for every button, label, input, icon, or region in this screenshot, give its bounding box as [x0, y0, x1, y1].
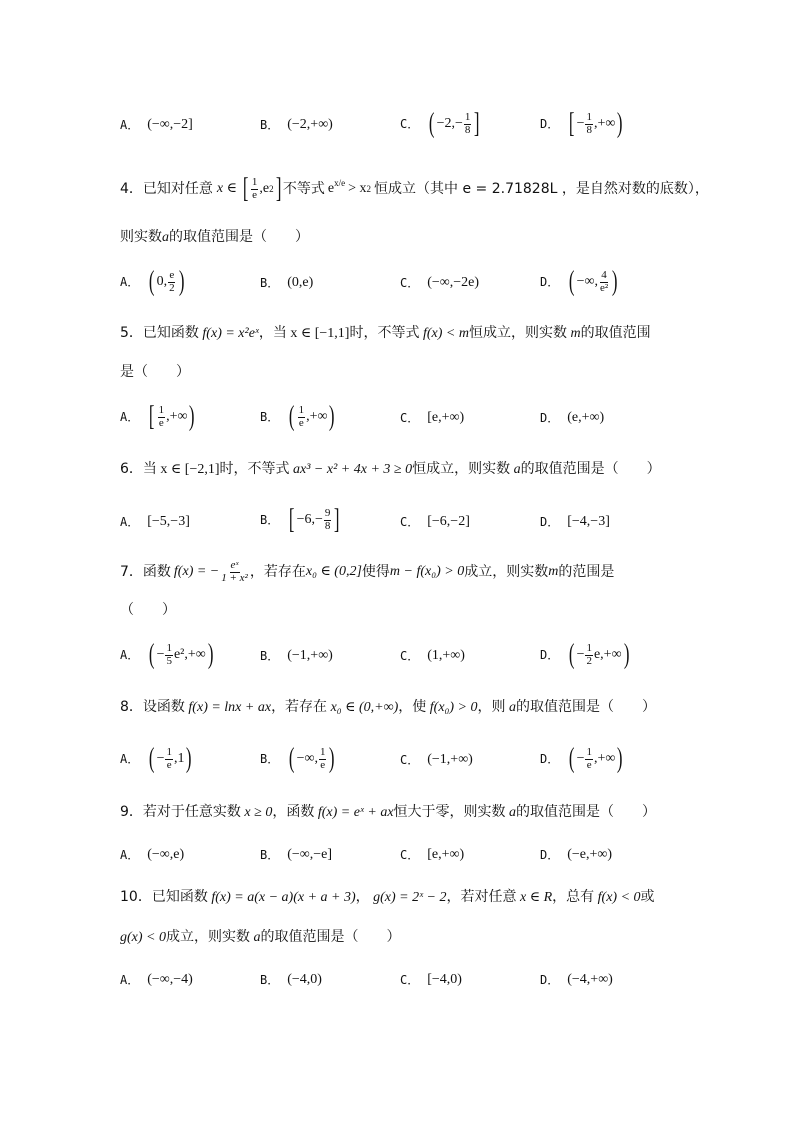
q9-stem: 9．若对于任意实数 x ≥ 0，函数 f(x) = eˣ + ax恒大于零，则实数 a的取值范围是（ ）	[120, 804, 657, 820]
fraction: $\frac{1}{e}$	[319, 745, 326, 771]
q6-option-c[interactable]: C． [−6,−2]	[400, 514, 470, 529]
q4-stem-line2: 则实数a的取值范围是（ ）	[120, 229, 309, 245]
fraction: $\frac{1}{2}$	[586, 641, 592, 667]
fraction: $\frac{9}{8}$	[324, 506, 331, 532]
q8-option-c[interactable]: C． (−1,+∞)	[400, 752, 473, 767]
q5-option-a[interactable]: A． [ $\frac{1}{e}$ ,+∞ )	[120, 401, 195, 432]
q10-stem-line2: g(x) < 0成立，则实数 a的取值范围是（ ）	[120, 929, 401, 945]
q9-option-a[interactable]: A． (−∞,e)	[120, 847, 185, 862]
q3-option-a[interactable]: A． (−∞,−2]	[120, 117, 193, 132]
q6-option-d[interactable]: D． [−4,−3]	[540, 514, 610, 529]
q8-stem: 8．设函数 f(x) = lnx + ax，若存在 x₀ ∈ (0,+∞)，使 f(x₀) > 0，则 a的取值范围是（ ）	[120, 699, 657, 715]
fraction: $\frac{4}{\text{e²}}$	[599, 268, 609, 294]
q3-option-c[interactable]: C． ( −2,− $\frac{1}{8}$ ]	[400, 108, 480, 139]
fraction: $\frac{1}{e}$	[586, 745, 592, 771]
fraction: $\frac{1}{e}$	[158, 403, 165, 429]
q10-option-a[interactable]: A． (−∞,−4)	[120, 972, 193, 987]
q8-option-b[interactable]: B． ( −∞, $\frac{1}{e}$ )	[260, 743, 335, 774]
q9-option-c[interactable]: C． [e,+∞)	[400, 847, 465, 862]
q10-option-c[interactable]: C． [−4,0)	[400, 972, 462, 987]
q3-option-d[interactable]: D． [ − $\frac{1}{8}$ ,+∞ )	[540, 108, 623, 139]
fraction: $\frac{1}{8}$	[464, 110, 471, 136]
q4-stem: 4． 已知对任意 x ∈ [ $\frac{1}{e}$ ,e 2 ] 不等式 e $^{x/e}$ > x 2 恒成立（其中 e = 2.71828L ，是自然对数的底数），	[120, 173, 709, 204]
q5-option-c[interactable]: C． [e,+∞)	[400, 410, 465, 425]
fraction: $\frac{1}{8}$	[586, 110, 592, 136]
fraction: $\frac{1}{5}$	[166, 641, 172, 667]
q7-stem: 7． 函数 f(x) = − $\frac{\text{eˣ}}{\text{1 + x²}}$ ，若存在 x₀ ∈ (0,2] 使得 m − f(x₀) > 0 成立，则实数 m 的范围是	[120, 559, 615, 584]
q4-option-c[interactable]: C． (−∞,−2e)	[400, 275, 480, 290]
fraction: $\frac{\text{eˣ}}{\text{1 + x²}}$	[221, 559, 248, 584]
q7-option-d[interactable]: D． ( − $\frac{1}{2}$ e,+∞ )	[540, 639, 630, 670]
q5-stem: 5．已知函数 f(x) = x²eˣ，当 x ∈ [−1,1]时，不等式 f(x) < m恒成立，则实数 m的取值范围	[120, 325, 651, 341]
q4-option-b[interactable]: B． (0,e)	[260, 275, 314, 290]
q9-option-d[interactable]: D． (−e,+∞)	[540, 847, 613, 862]
fraction: $\frac{1}{e}$	[298, 403, 305, 429]
q7-option-b[interactable]: B． (−1,+∞)	[260, 648, 333, 663]
fraction: $\frac{1}{e}$	[166, 745, 172, 771]
q5-stem-line2: 是（ ）	[120, 364, 190, 380]
q5-option-d[interactable]: D． (e,+∞)	[540, 410, 605, 425]
q8-option-d[interactable]: D． ( − $\frac{1}{e}$ ,+∞ )	[540, 743, 623, 774]
q6-stem: 6．当 x ∈ [−2,1]时，不等式 ax³ − x² + 4x + 3 ≥ 0恒成立，则实数 a的取值范围是（ ）	[120, 461, 661, 477]
q7-option-a[interactable]: A． ( − $\frac{1}{5}$ e²,+∞ )	[120, 639, 214, 670]
q10-stem: 10．已知函数 f(x) = a(x − a)(x + a + 3)， g(x) = 2ˣ − 2，若对任意 x ∈ R，总有 f(x) < 0或	[120, 889, 655, 905]
q3-option-b[interactable]: B． (−2,+∞)	[260, 117, 333, 132]
fraction: $\frac{e}{2}$	[169, 268, 175, 294]
q5-option-b[interactable]: B． ( $\frac{1}{e}$ ,+∞ )	[260, 401, 335, 432]
q4-option-d[interactable]: D． ( −∞, $\frac{4}{\text{e²}}$ )	[540, 266, 618, 297]
q6-option-a[interactable]: A． [−5,−3]	[120, 514, 190, 529]
q7-option-c[interactable]: C． (1,+∞)	[400, 648, 465, 663]
q10-option-d[interactable]: D． (−4,+∞)	[540, 972, 613, 987]
q10-option-b[interactable]: B． (−4,0)	[260, 972, 322, 987]
q7-stem-line2: （ ）	[120, 602, 176, 618]
q6-option-b[interactable]: B． [ −6,− $\frac{9}{8}$ ]	[260, 504, 340, 535]
q8-option-a[interactable]: A． ( − $\frac{1}{e}$ ,1 )	[120, 743, 192, 774]
fraction: $\frac{1}{e}$	[251, 175, 258, 201]
q9-option-b[interactable]: B． (−∞,−e]	[260, 847, 333, 862]
q4-option-a[interactable]: A． ( 0, $\frac{e}{2}$ )	[120, 266, 185, 297]
